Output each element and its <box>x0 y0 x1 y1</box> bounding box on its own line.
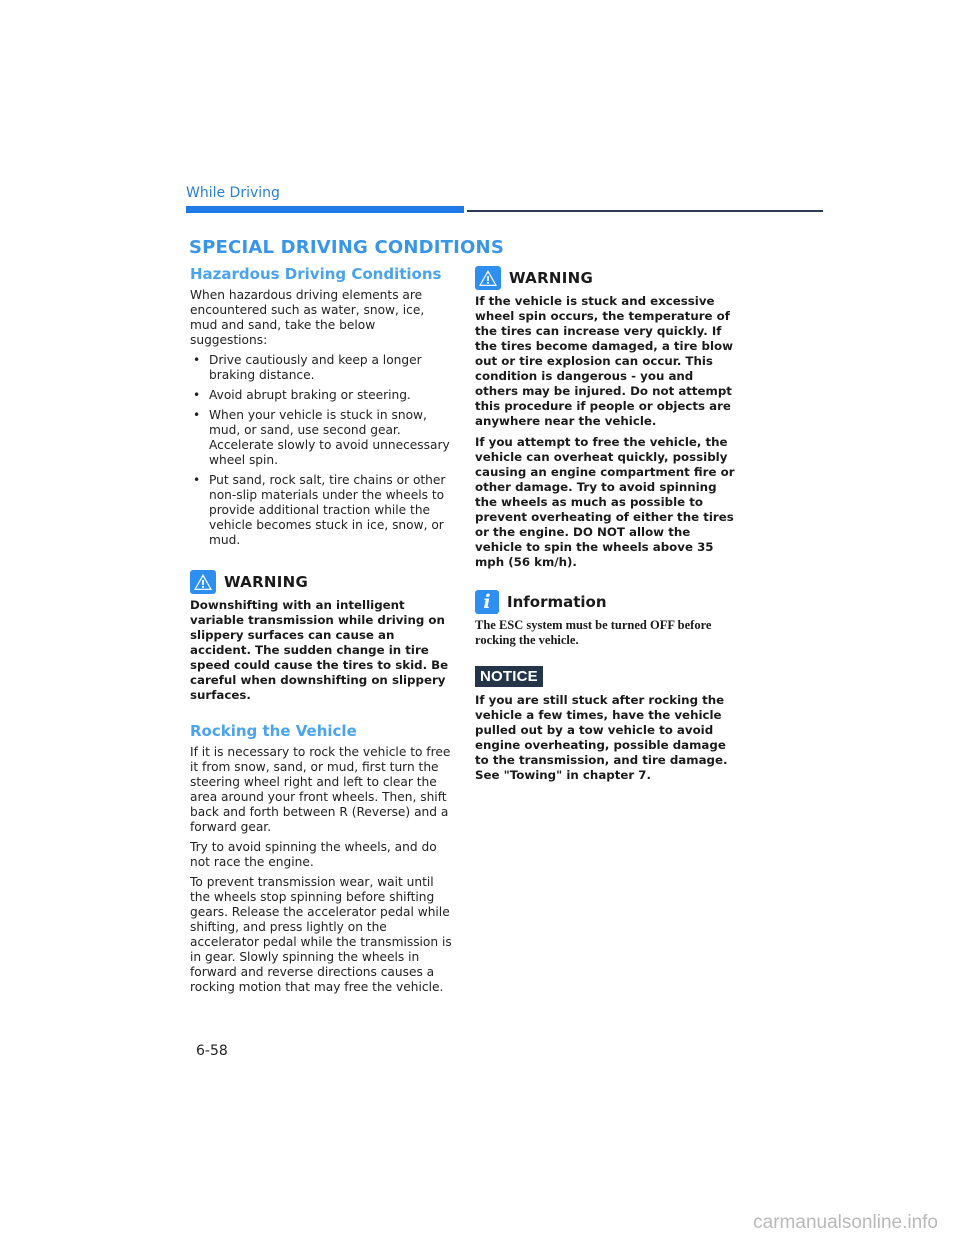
list-item <box>190 473 452 548</box>
warning-header-left <box>190 570 452 594</box>
hazard-intro: When hazardous driving elements are encountered such as water, snow, ice, mud and sand, take the below suggestions: <box>190 288 425 347</box>
bullet-text: Avoid abrupt braking or steering. <box>209 388 411 402</box>
bullet-glyph: • <box>193 388 201 402</box>
list-item <box>190 408 452 468</box>
information-title: Information <box>507 593 607 611</box>
notice-text: If you are still stuck after rocking the vehicle a few times, have the vehicle pulled out by a tow vehicle to avoid engine overheating, possible damage to the transmission, and tire damage. See "Towing" in chapter 7. <box>475 693 728 782</box>
information-icon: i <box>475 590 499 614</box>
page-title: SPECIAL DRIVING CONDITIONS <box>189 237 504 258</box>
information-text: The ESC system must be turned OFF before rocking the vehicle. <box>475 618 712 647</box>
hazard-heading: Hazardous Driving Conditions <box>190 265 442 283</box>
bullet-glyph: • <box>193 473 201 487</box>
bullet-glyph: • <box>193 408 201 422</box>
header-accent-rule <box>186 206 464 213</box>
rocking-paragraph: Try to avoid spinning the wheels, and do not race the engine. <box>190 840 437 869</box>
rocking-paragraph: To prevent transmission wear, wait until the wheels stop spinning before shifting gears. Release the accelerator pedal while shifting, and press lightly on the accelerator pedal while the transmission is in gear. Slowly spinning the wheels in forward and reverse directions causes a rocking motion that may free the vehicle. <box>190 875 452 994</box>
information-header <box>475 590 737 614</box>
hazard-bullet-list <box>190 353 452 548</box>
list-item <box>190 388 452 403</box>
page-number: 6-58 <box>196 1043 228 1059</box>
list-item <box>190 353 452 383</box>
rocking-heading: Rocking the Vehicle <box>190 722 357 740</box>
warning-triangle-icon <box>475 266 501 290</box>
header-divider-rule <box>467 210 823 212</box>
rocking-paragraph: If it is necessary to rock the vehicle to free it from snow, sand, or mud, first turn the steering wheel right and left to clear the area around your front wheels. Then, shift back and forth between R (Reverse) and a forward gear. <box>190 745 451 834</box>
bullet-text: Put sand, rock salt, tire chains or other non-slip materials under the wheels to provide additional traction while the vehicle becomes stuck in ice, snow, or mud. <box>209 473 446 547</box>
bullet-glyph: • <box>193 353 201 367</box>
section-label: While Driving <box>186 185 280 201</box>
notice-badge: NOTICE <box>475 666 543 687</box>
bullet-text: When your vehicle is stuck in snow, mud, or sand, use second gear. Accelerate slowly to avoid unnecessary wheel spin. <box>209 408 450 467</box>
warning-triangle-icon <box>190 570 216 594</box>
bullet-text: Drive cautiously and keep a longer braking distance. <box>209 353 422 382</box>
right-column <box>475 264 737 789</box>
warning-title: WARNING <box>224 573 309 591</box>
warning-text: If you attempt to free the vehicle, the vehicle can overheat quickly, possibly causing an engine compartment fire or other damage. Try to avoid spinning the wheels as much as possible to prevent overheating of either the tires or the engine. DO NOT allow the vehicle to spin the wheels above 35 mph (56 km/h). <box>475 435 735 569</box>
left-column <box>190 264 452 1000</box>
warning-title: WARNING <box>509 269 594 287</box>
notice-block <box>475 666 737 783</box>
watermark: carmanualsonline.info <box>753 1212 938 1233</box>
warning-header-right <box>475 266 737 290</box>
warning-text: Downshifting with an intelligent variable transmission while driving on slippery surfaces can cause an accident. The sudden change in tire speed could cause the tires to skid. Be careful when downshifting on slippery surfaces. <box>190 598 449 702</box>
warning-text: If the vehicle is stuck and excessive wheel spin occurs, the temperature of the tires can increase very quickly. If the tires become damaged, a tire blow out or tire explosion can occur. This condition is dangerous - you and others may be injured. Do not attempt this procedure if people or objects are anywhere near the vehicle. <box>475 294 734 428</box>
